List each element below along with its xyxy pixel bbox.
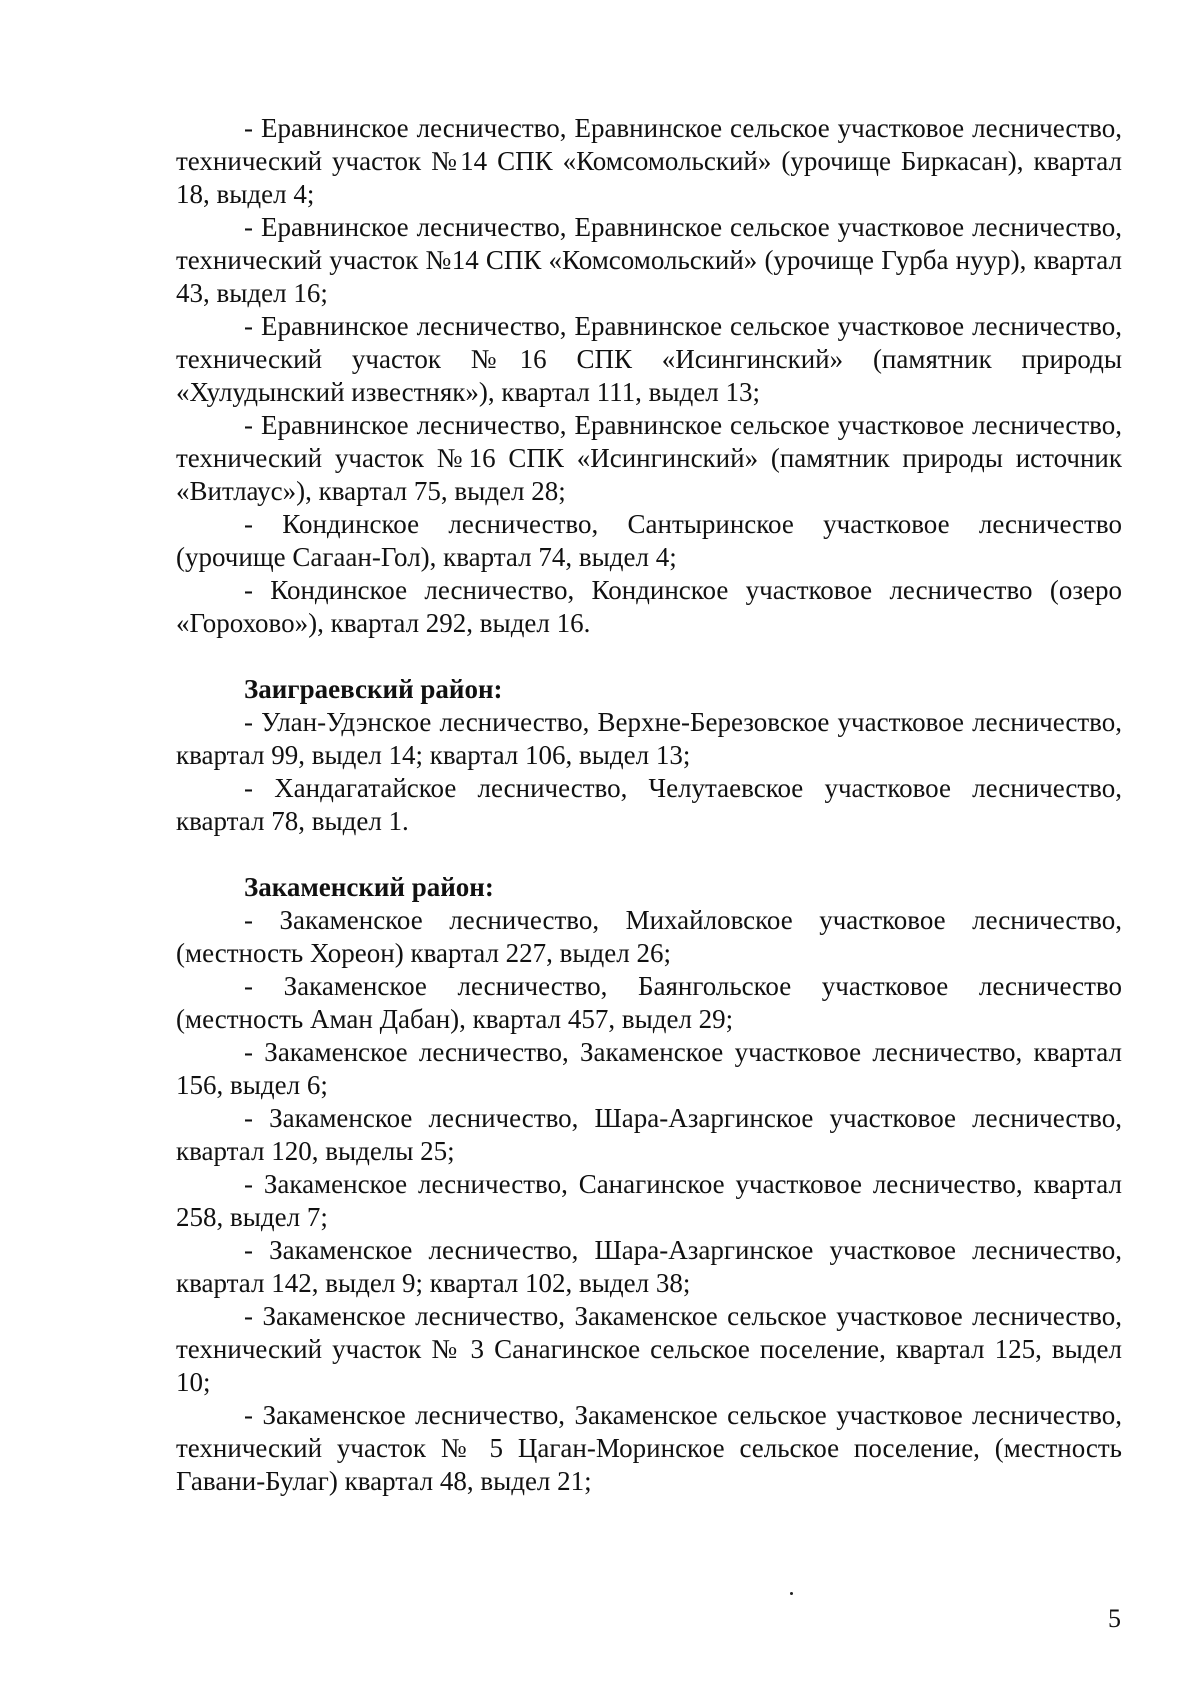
page-number: 5 bbox=[1108, 1604, 1121, 1633]
section-heading: Заиграевский район: bbox=[244, 674, 503, 704]
list-item: - Закаменское лесничество, Санагинское участковое лесничество, квартал 258, выдел 7; bbox=[176, 1169, 1122, 1232]
list-item: - Кондинское лесничество, Сантыринское участковое лесничество (урочище Сагаан-Гол), квартал 74, выдел 4; bbox=[176, 509, 1122, 572]
list-item: - Закаменское лесничество, Шара-Азаргинское участковое лесничество, квартал 142, выдел 9; квартал 102, выдел 38; bbox=[176, 1235, 1122, 1298]
section-zaigraevsky bbox=[176, 673, 1122, 838]
intro-list bbox=[176, 112, 1122, 640]
list-item: - Хандагатайское лесничество, Челутаевское участковое лесничество, квартал 78, выдел 1. bbox=[176, 773, 1122, 836]
section-heading: Закаменский район: bbox=[244, 872, 494, 902]
list-item: - Закаменское лесничество, Закаменское сельское участковое лесничество, технический участок № 3 Санагинское сельское поселение, квартал 125, выдел 10; bbox=[176, 1301, 1122, 1397]
document-body bbox=[176, 112, 1122, 1498]
list-item: - Улан-Удэнское лесничество, Верхне-Березовское участковое лесничество, квартал 99, выдел 14; квартал 106, выдел 13; bbox=[176, 707, 1122, 770]
list-item: - Еравнинское лесничество, Еравнинское сельское участковое лесничество, технический участок №16 СПК «Исингинский» (памятник природы источник «Витлаус»), квартал 75, выдел 28; bbox=[176, 410, 1122, 506]
list-item: - Закаменское лесничество, Михайловское участковое лесничество, (местность Хореон) квартал 227, выдел 26; bbox=[176, 905, 1122, 968]
list-item: - Еравнинское лесничество, Еравнинское сельское участковое лесничество, технический участок №14 СПК «Комсомольский» (урочище Гурба нуур), квартал 43, выдел 16; bbox=[176, 212, 1122, 308]
list-item: - Кондинское лесничество, Кондинское участковое лесничество (озеро «Горохово»), квартал 292, выдел 16. bbox=[176, 575, 1122, 638]
section-zakamensky bbox=[176, 871, 1122, 1498]
list-item: - Закаменское лесничество, Баянгольское участковое лесничество (местность Аман Дабан), квартал 457, выдел 29; bbox=[176, 971, 1122, 1034]
list-item: - Закаменское лесничество, Шара-Азаргинское участковое лесничество, квартал 120, выделы 25; bbox=[176, 1103, 1122, 1166]
list-item: - Закаменское лесничество, Закаменское участковое лесничество, квартал 156, выдел 6; bbox=[176, 1037, 1122, 1100]
list-item: - Еравнинское лесничество, Еравнинское сельское участковое лесничество, технический участок №14 СПК «Комсомольский» (урочище Биркасан), квартал 18, выдел 4; bbox=[176, 113, 1122, 209]
scan-speck bbox=[790, 1592, 793, 1595]
list-item: - Еравнинское лесничество, Еравнинское сельское участковое лесничество, технический участок №16 СПК «Исингинский» (памятник природы «Хулудынский известняк»), квартал 111, выдел 13; bbox=[176, 311, 1122, 407]
list-item: - Закаменское лесничество, Закаменское сельское участковое лесничество, технический участок № 5 Цаган-Моринское сельское поселение, (местность Гавани-Булаг) квартал 48, выдел 21; bbox=[176, 1400, 1122, 1496]
